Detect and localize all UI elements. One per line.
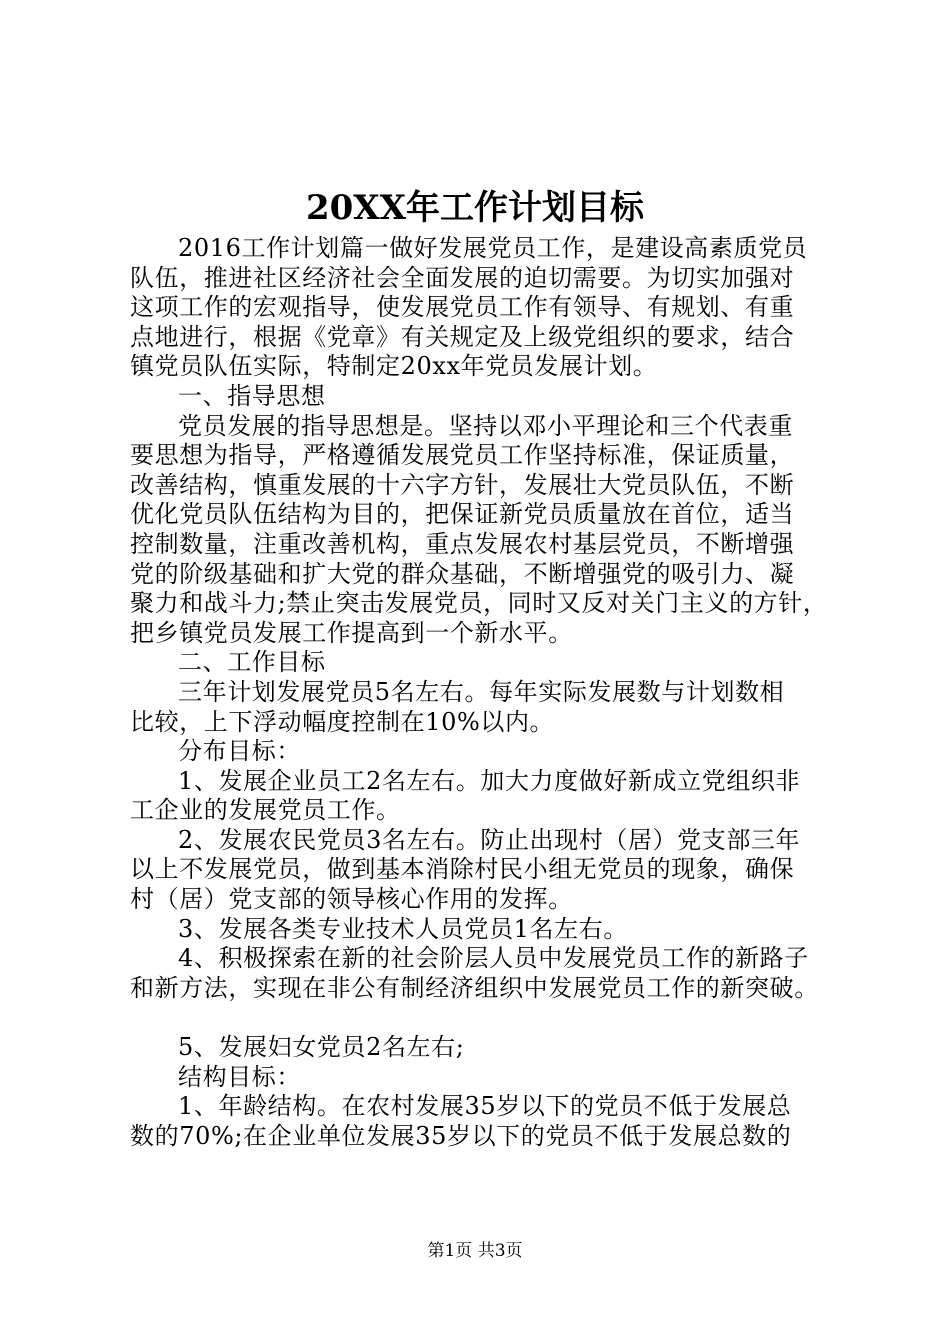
list-item-line: 2、发展农民党员3名左右。防止出现村（居）党支部三年 — [178, 825, 801, 854]
document-body — [130, 234, 836, 1151]
list-item-line: 以上不发展党员，做到基本消除村民小组无党员的现象，确保 — [130, 855, 795, 884]
paragraph-line: 这项工作的宏观指导，使发展党员工作有领导、有规划、有重 — [130, 293, 795, 322]
list-item-line: 1、发展企业员工2名左右。加大力度做好新成立党组织非 — [178, 766, 801, 795]
paragraph-line: 把乡镇党员发展工作提高到一个新水平。 — [130, 618, 573, 647]
paragraph-line: 党员发展的指导思想是。坚持以邓小平理论和三个代表重 — [178, 411, 793, 440]
list-item-line: 4、积极探索在新的社会阶层人员中发展党员工作的新路子 — [178, 944, 809, 973]
paragraph-line: 优化党员队伍结构为目的，把保证新党员质量放在首位，适当 — [130, 500, 795, 529]
list-item-line: 数的70%;在企业单位发展35岁以下的党员不低于发展总数的 — [130, 1121, 792, 1150]
page-footer: 第1页 共3页 — [427, 1241, 523, 1261]
document-title: 20XX年工作计划目标 — [305, 188, 645, 228]
paragraph-line: 比较，上下浮动幅度控制在10%以内。 — [130, 707, 555, 736]
section-heading: 一、指导思想 — [178, 381, 326, 410]
list-item-line: 村（居）党支部的领导核心作用的发挥。 — [130, 885, 573, 914]
list-item-line: 1、年龄结构。在农村发展35岁以下的党员不低于发展总 — [178, 1092, 792, 1121]
paragraph-line: 三年计划发展党员5名左右。每年实际发展数与计划数相 — [178, 677, 785, 706]
paragraph-line: 点地进行，根据《党章》有关规定及上级党组织的要求，结合 — [130, 322, 795, 351]
paragraph-line: 要思想为指导，严格遵循发展党员工作坚持标准，保证质量， — [130, 441, 795, 470]
paragraph-line: 控制数量，注重改善机构，重点发展农村基层党员，不断增强 — [130, 529, 795, 558]
subsection-heading: 结构目标： — [178, 1062, 301, 1091]
list-item-line: 3、发展各类专业技术人员党员1名左右。 — [178, 914, 628, 943]
paragraph-line: 队伍，推进社区经济社会全面发展的迫切需要。为切实加强对 — [130, 263, 795, 292]
blank-line — [130, 1003, 836, 1033]
paragraph-line: 改善结构，慎重发展的十六字方针，发展壮大党员队伍，不断 — [130, 470, 795, 499]
list-item-line: 和新方法，实现在非公有制经济组织中发展党员工作的新突破。 — [130, 973, 819, 1002]
list-item-line: 工企业的发展党员工作。 — [130, 796, 401, 825]
paragraph-line: 聚力和战斗力;禁止突击发展党员，同时又反对关门主义的方针， — [130, 589, 828, 618]
list-item-line: 5、发展妇女党员2名左右; — [178, 1033, 465, 1062]
section-heading: 二、工作目标 — [178, 648, 326, 677]
paragraph-line: 镇党员队伍实际，特制定20xx年党员发展计划。 — [130, 352, 658, 381]
subsection-heading: 分布目标： — [178, 737, 301, 766]
paragraph-line: 党的阶级基础和扩大党的群众基础，不断增强党的吸引力、凝 — [130, 559, 795, 588]
paragraph-line: 2016工作计划篇一做好发展党员工作，是建设高素质党员 — [178, 234, 808, 262]
